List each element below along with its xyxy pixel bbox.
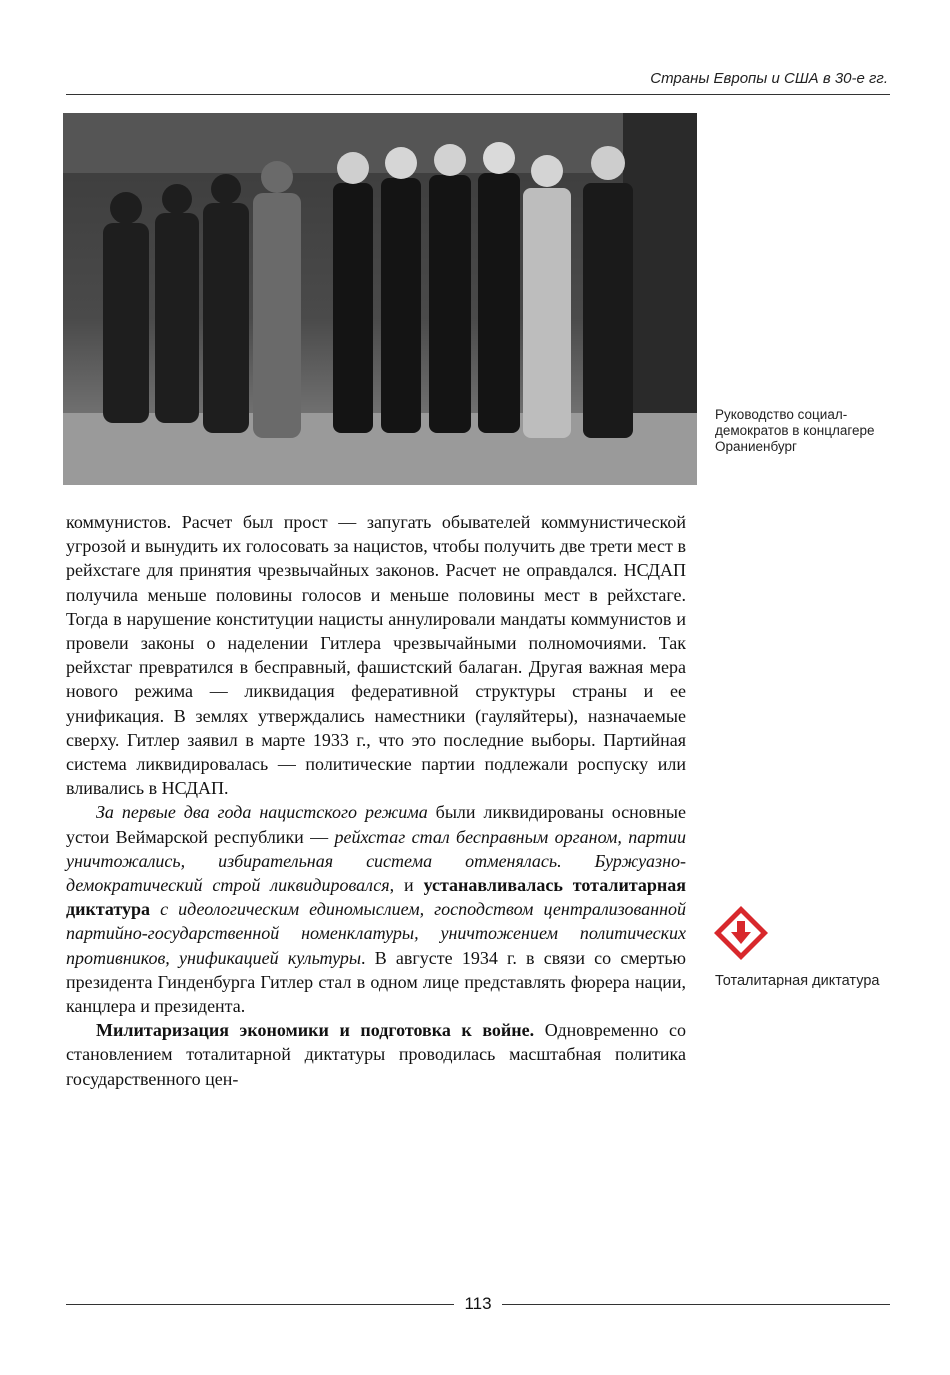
text-run: , и [389, 875, 424, 896]
emphasis: За первые два года нацистского режима [96, 802, 428, 823]
running-head: Страны Европы и США в 30-е гг. [650, 70, 888, 87]
main-text [66, 510, 686, 1091]
historical-photo [63, 113, 697, 485]
text-run [150, 899, 160, 919]
page-footer [66, 1292, 890, 1316]
key-term: устанавливалась тоталитарная диктатура [66, 875, 687, 920]
footer-rule-right [502, 1304, 890, 1305]
page-number: 113 [464, 1294, 492, 1313]
photo-caption: Руководство социал-демократов в концлагере Ораниенбург [715, 407, 875, 454]
paragraph-3 [66, 1018, 686, 1091]
footer-rule-left [66, 1304, 454, 1305]
emphasis: с идеологическим единомыслием, господством централизованной партийно-государственной номенклатуры, уничтожением политических противников, унификацией культуры [66, 899, 686, 968]
text-run: . В августе 1934 г. в связи со смертью президента Гинденбурга Гитлер стал в одном лице представлять фюрера нации, канцлера и президента. [66, 947, 686, 1017]
text-run: Одновременно со становлением тоталитарной диктатуры проводилась масштабная политика государственного цен- [66, 1020, 686, 1089]
paragraph-1: коммунистов. Расчет был прост — запугать обывателей коммунистической угрозой и вынудить их голосовать за нацистов, чтобы получить две трети мест в рейхстаге для принятия чрезвычайных законов. Расчет не оправдался. НСДАП получила меньше половины голосов и меньше половины мест в рейхстаге. Тогда в нарушение конституции нацисты аннулировали мандаты коммунистов и провели законы о наделении Гитлера чрезвычайными полномочиями. Так рейхстаг превратился в бесправный, фашистский балаган. Другая важная мера нового режима — ликвидация федеративной структуры страны и ее унификация. В землях утверждались наместники (гауляйтеры), назначаемые сверху. Гитлер заявил в марте 1933 г., что это последние выборы. Партийная система ликвидировалась — политические партии подлежали роспуску или вливались в НСДАП. [66, 512, 686, 799]
sidenote-label: Тоталитарная диктатура [715, 973, 880, 989]
arrow-down-diamond-icon [712, 904, 770, 962]
paragraph-2 [66, 800, 686, 1018]
text-run: были ликвидированы основные устои Веймарской республики — [66, 802, 686, 847]
emphasis: рейхстаг стал бесправным органом, партии уничтожались, избирательная система отменялась. Буржуазно-демократический строй ликвидировался [66, 826, 686, 896]
section-heading: Милитаризация экономики и подготовка к войне. [96, 1020, 535, 1041]
header-rule [66, 94, 890, 95]
